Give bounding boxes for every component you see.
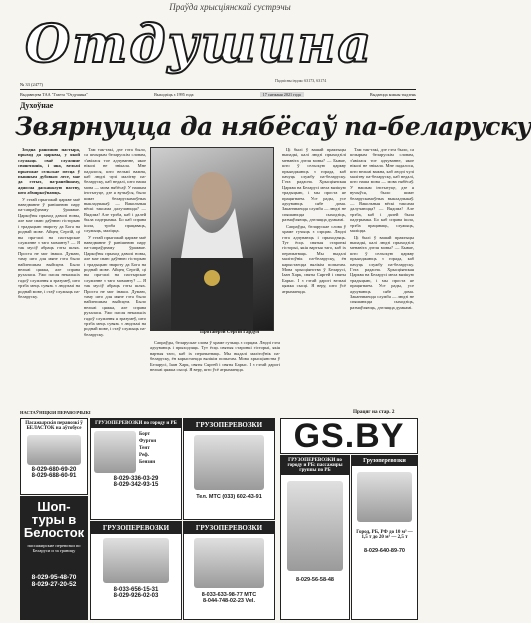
article-text-3: Сапраўды, беларускае слова ў храме гучыць з сэрцам. Людзі гэта адчуваюць і прыходзяць. Тут ёсць святыя старонкі гісторыі, якія вартыя таго, каб іх перачытваць. Мы выдалі малітоўнік па-беларуску, ён карыстаецца вялікім попытам. Мова хрысціянства ў Беларусі, Іаан Харк, святы Сяргей і святы Барыс. І з гэтай дарогі вельмі цяжка сысці. Я веру, што ўсё атрымаецца. <box>150 340 280 373</box>
article-column-1 <box>18 147 80 405</box>
ad3-line-1: Борт <box>139 432 150 437</box>
ad-cargo-3 <box>183 418 275 520</box>
ad-cargo-4 <box>183 521 275 620</box>
article-headline: Звярнуцца да нябёсаў па-беларуску <box>15 112 531 141</box>
ad-shop-tours <box>20 496 88 620</box>
article-column-5 <box>350 147 414 405</box>
ad1-phone: 8-029-680-69-20 <box>31 467 77 473</box>
masthead-tagline: Праўда хрысціянскай сустрэчы <box>169 2 291 12</box>
ad-cargo-6 <box>351 455 418 620</box>
ad8-title: Грузоперевозки <box>352 456 417 466</box>
ad5-phone: Тел. МТС (033) 602-43-91 <box>196 494 262 500</box>
ad7-phone: 8-029-56-58-48 <box>296 577 334 583</box>
ad2-phone: 8-029-95-48-70 <box>31 574 77 581</box>
frequency: Выдаецца кожны тыдзень <box>369 92 416 97</box>
ad-cargo-5 <box>280 455 350 620</box>
ad3-line-4: Реф. <box>139 453 149 458</box>
issue-number: № 33 (2477) <box>20 82 44 87</box>
newspaper-logo <box>25 10 405 80</box>
ad2-title: Шоп-туры в Белосток <box>23 499 85 540</box>
ad6-phone-2: 8-044-748-02-23 Vel. <box>203 598 255 604</box>
gs-by-logo: GS.BY <box>293 416 405 455</box>
ad-bus-transport <box>20 418 88 495</box>
ad4-phone-2: 8-029-926-02-03 <box>113 593 159 599</box>
article-text-5b: Ці былі ў вашай практыцы выпадкі, калі людзі прыходзілі менавіта дзеля мовы? — Бывае, што ў сельскую царкву прыязджаюць з горада, каб пачуць службу па-беларуску. Гэта радасна. Хрысціянская Царква на Беларусі мела вялікую традыцыю, і мы проста яе працягваем. Усе рады, усе адчуваюць сябе дома. Заканчваецца служба — людзі не спяшаюцца сыходзіць, размаўляюць, дзеляцца думкамі. <box>350 234 414 310</box>
article-column-3 <box>150 340 280 406</box>
photo-caption: Протаіерэй Сергій Гардун <box>200 330 260 335</box>
article-text-5: Там так-такі, дзе гэта было, са шчырым беларускім словам, з'явілася тое адчуванне, якое ніколі не знікала. Мне падалося, што вельмі важна, каб людзі чулі малітву па-беларуску, каб ведалі, што наша мова — мова нябёсаў. У нашым інстытуце, дзе я вучыўся, было шмат беларускамоўных выкладчыкаў. — Вакольныя вёскі таксама далучаюцца? — Вядома! Але трэба, каб і далей была падтрымка. Бо каб справа ішла, трэба працаваць, служыць, маліцца. <box>350 147 414 234</box>
ad-cargo-2 <box>90 521 182 620</box>
ad4-title: ГРУЗОПЕРЕВОЗКИ <box>91 522 181 534</box>
ad4-phone: 8-033-656-15-31 <box>113 587 159 593</box>
ad-gs-by <box>280 418 418 454</box>
article-text-2: Там так-такі, дзе гэта было, са шчырым беларускім словам, з'явілася тое адчуванне, якое ніколі не знікала. Мне падалося, што вельмі важна, каб людзі чулі малітву па-беларуску, каб ведалі, што наша мова — мова нябёсаў. У нашым інстытуце, дзе я вучыўся, было шмат беларускамоўных выкладчыкаў. — Вакольныя вёскі таксама далучаюцца? — Вядома! Але трэба, каб і далей была падтрымка. Бо каб справа ішла, трэба працаваць, служыць, маліцца. <box>84 147 146 234</box>
publisher: Выдавецтва ТАА "Газета "Отдушина" <box>20 92 88 97</box>
ad6-phone: 8-033-633-98-77 МТС <box>201 592 257 598</box>
ad3-phone: 8-029-336-03-29 <box>113 476 159 482</box>
newspaper-title: Отдушина <box>25 14 374 75</box>
section-rubric: Духоўнае <box>20 101 54 110</box>
ad5-title: ГРУЗОПЕРЕВОЗКИ <box>184 419 274 431</box>
article-column-4 <box>282 147 346 405</box>
issue-date: 17 снежаня 2021 года <box>260 92 304 97</box>
truck-icon-3 <box>194 538 264 588</box>
article-lead: Згодна рашэнню пастыра, прыход да царквы, у якой служыць сваё служэнне свяшчэннік, і яна, вельмі прыгожае сельскае месца ў пышным дубовым лесе, мае да гэтых, па-ранейшаму, адносна дасканалую паству, што абмяркоўваюць. <box>18 147 80 196</box>
ad3-line-3: Тент <box>139 446 150 451</box>
ad3-title: ГРУЗОПЕРЕВОЗКИ по городу и РБ <box>91 419 181 428</box>
truck-icon-2 <box>194 435 264 490</box>
van-icon <box>103 538 169 583</box>
ad3-line-5: Бензин <box>139 460 156 465</box>
ad8-text: Город, РБ, РФ до 10 м³ — 1,5 т до 20 м³ — 2,5 т <box>356 530 413 540</box>
ad1-phone-2: 8-029-688-60-91 <box>31 473 77 479</box>
subscription-index: Падпісны індэкс 63173, 63174 <box>275 78 327 83</box>
ad6-title: ГРУЗОПЕРЕВОЗКИ <box>184 522 274 534</box>
article-text-4: Ці былі ў вашай практыцы выпадкі, калі людзі прыходзілі менавіта дзеля мовы? — Бывае, што ў сельскую царкву прыязджаюць з горада, каб пачуць службу па-беларуску. Гэта радасна. Хрысціянская Царква на Беларусі мела вялікую традыцыю, і мы проста яе працягваем. Усе рады, усе адчуваюць сябе дома. Заканчваецца служба — людзі не спяшаюцца сыходзіць, размаўляюць, дзеляцца думкамі. <box>282 147 346 223</box>
ad8-phone: 8-029-640-89-70 <box>364 548 405 554</box>
continued-note: Працяг на стар. 2 <box>353 409 395 415</box>
article-column-2 <box>84 147 146 405</box>
article-text-4b: Сапраўды, беларускае слова ў храме гучыць з сэрцам. Людзі гэта адчуваюць і прыходзяць. Тут ёсць святыя старонкі гісторыі, якія вартыя таго, каб іх перачытваць. Мы выдалі малітоўнік па-беларуску, ён карыстаецца вялікім попытам. Мова хрысціянства ў Беларусі, Іаан Харк, святы Сяргей і святы Барыс. І з гэтай дарогі вельмі цяжка сысці. Я веру, што ўсё атрымаецца. <box>282 223 346 294</box>
meta-bar <box>20 89 416 100</box>
announce-heading: НАСТАЎНІЦКІЯ ПЕРАВОЗЧЫКІ <box>20 410 91 415</box>
ad7-title: ГРУЗОПЕРЕВОЗКИ по городу и РБ: пассажиры группы по РБ <box>281 456 349 475</box>
article-text-1: У гэтай прыгожай царкве маё наведванне ў ранішнюю пару па-сапраўднаму ўражвае. Царкоўны прыход даволі новы, але мае сваю даўнюю гісторыю і традыцыю звароту да Бога на роднай мове. Айцец Сергій, ці вы пра-шлі на пастырскае служэнне з таго моманту? — Я так мусіў абраць гэты шлях. Проста не мог інакш. Думаю, таму што для мяне гэта было найлепшым выйсцем. Было вельмі цяжка, але справа рухалася. Ужо пасля некалькіх гадоў служэння я зразумеў, што трэба мець сувязь з людзьмі на роднай мове, і стаў служыць па-беларуску. <box>18 196 80 299</box>
truck-icon <box>94 431 136 473</box>
ad1-title: Пасажырскія перавозкі ў БЕЛАСТОК на аўтобусе <box>25 421 83 431</box>
priest-photo <box>150 147 274 331</box>
ad2-subtitle: пассажирские перевозки по Беларуси и за границу <box>27 543 81 553</box>
ad3-line-2: Фургон <box>139 439 157 444</box>
founded: Выходзіць з 1995 года <box>154 92 194 97</box>
van-icon-2 <box>287 481 343 571</box>
ad2-phone-2: 8-029-27-20-52 <box>31 581 77 588</box>
bus-icon <box>27 435 81 465</box>
ad-cargo-city <box>90 418 182 520</box>
ad3-phone-2: 8-029-342-93-15 <box>113 482 159 488</box>
truck-icon-4 <box>357 472 412 522</box>
article-text-2b: У гэтай прыгожай царкве маё наведванне ў ранішнюю пару па-сапраўднаму ўражвае. Царкоўны прыход даволі новы, але мае сваю даўнюю гісторыю і традыцыю звароту да Бога на роднай мове. Айцец Сергій, ці вы пра-шлі на пастырскае служэнне з таго моманту? — Я так мусіў абраць гэты шлях. Проста не мог інакш. Думаю, таму што для мяне гэта было найлепшым выйсцем. Было вельмі цяжка, але справа рухалася. Ужо пасля некалькіх гадоў служэння я зразумеў, што трэба мець сувязь з людзьмі на роднай мове, і стаў служыць па-беларуску. <box>84 234 146 337</box>
priest-illustration <box>151 148 273 330</box>
